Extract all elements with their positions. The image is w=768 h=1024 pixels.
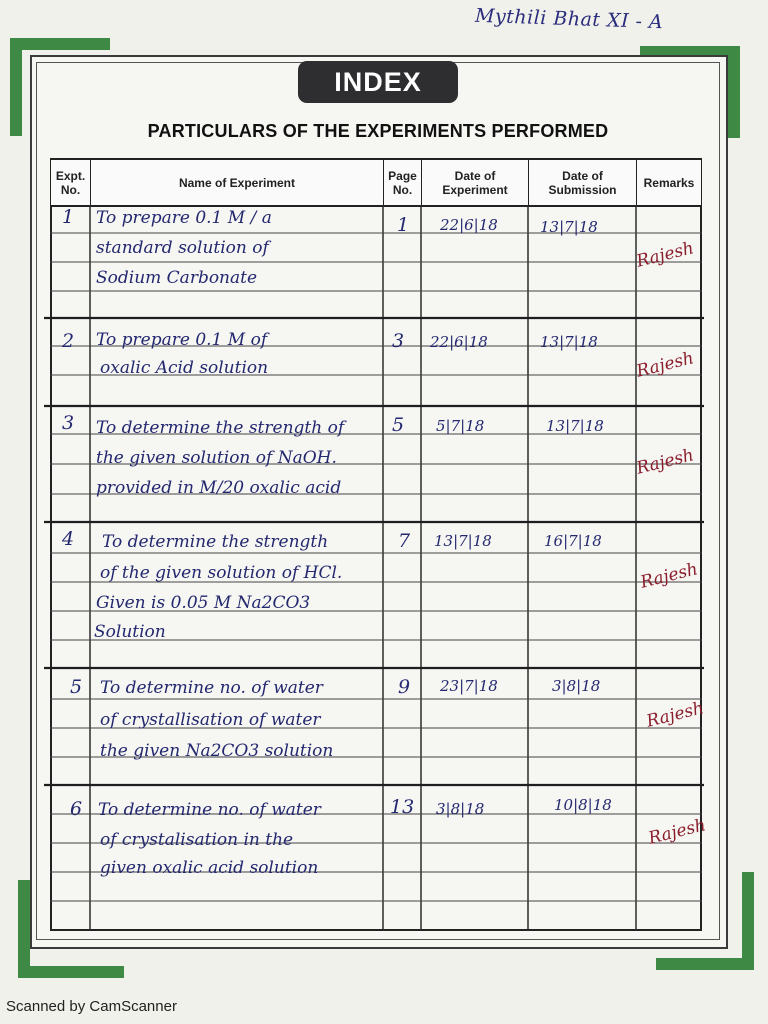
- experiment-name-line: Given is 0.05 M Na2CO3: [96, 593, 311, 613]
- date-of-submission: 13|7|18: [540, 333, 598, 351]
- scanner-footer: Scanned by CamScanner: [6, 998, 177, 1015]
- experiment-name-line: To determine the strength: [102, 532, 329, 552]
- column-header-page-no: Page No.: [383, 158, 421, 205]
- page-number: 9: [398, 676, 411, 698]
- experiment-name-line: To prepare 0.1 M of: [96, 330, 268, 350]
- date-of-submission: 13|7|18: [540, 218, 598, 236]
- expt-number: 2: [62, 330, 75, 352]
- student-name-handwriting: Mythili Bhat XI - A: [474, 4, 664, 34]
- teacher-signature: Rajesh: [634, 238, 696, 272]
- expt-number: 6: [70, 798, 83, 820]
- date-of-submission: 16|7|18: [544, 532, 602, 550]
- expt-number: 5: [70, 676, 83, 698]
- teacher-signature: Rajesh: [634, 445, 696, 479]
- date-of-submission: 10|8|18: [554, 796, 612, 814]
- date-of-experiment: 23|7|18: [440, 677, 498, 695]
- column-header-remarks: Remarks: [636, 158, 702, 205]
- date-of-submission: 13|7|18: [546, 417, 604, 435]
- index-title-badge: INDEX: [298, 61, 458, 103]
- experiment-name-line: the given solution of NaOH.: [96, 448, 337, 468]
- page-number: 5: [392, 414, 405, 436]
- experiment-name-line: To prepare 0.1 M / a: [96, 208, 272, 228]
- date-of-experiment: 5|7|18: [436, 417, 485, 435]
- column-header-name: Name of Experiment: [90, 158, 383, 205]
- experiment-name-line: given oxalic acid solution: [100, 858, 319, 878]
- page-number: 7: [398, 530, 411, 552]
- column-header-date-submission: Date of Submission: [528, 158, 636, 205]
- page-number: 13: [390, 796, 415, 818]
- date-of-experiment: 22|6|18: [440, 216, 498, 234]
- teacher-signature: Rajesh: [638, 559, 700, 593]
- teacher-signature: Rajesh: [646, 815, 708, 849]
- expt-number: 1: [62, 206, 75, 228]
- teacher-signature: Rajesh: [644, 698, 706, 732]
- column-header-expt-no: Expt. No.: [50, 158, 90, 205]
- page-number: 1: [397, 214, 410, 236]
- experiment-name-line: oxalic Acid solution: [100, 358, 269, 378]
- experiment-name-line: Solution: [94, 622, 166, 642]
- date-of-experiment: 13|7|18: [434, 532, 492, 550]
- experiment-name-line: of the given solution of HCl.: [100, 563, 343, 583]
- experiment-name-line: To determine no. of water: [98, 800, 321, 820]
- experiment-name-line: standard solution of: [96, 238, 269, 258]
- column-header-date-experiment: Date of Experiment: [421, 158, 528, 205]
- experiment-name-line: provided in M/20 oxalic acid: [96, 478, 342, 498]
- expt-number: 3: [62, 412, 75, 434]
- experiment-name-line: Sodium Carbonate: [96, 268, 258, 288]
- page-number: 3: [392, 330, 405, 352]
- date-of-experiment: 3|8|18: [436, 800, 485, 818]
- experiment-name-line: To determine no. of water: [100, 678, 323, 698]
- teacher-signature: Rajesh: [634, 348, 696, 382]
- date-of-experiment: 22|6|18: [430, 333, 488, 351]
- expt-number: 4: [62, 528, 75, 550]
- experiment-name-line: of crystallisation of water: [100, 710, 321, 730]
- experiment-name-line: the given Na2CO3 solution: [100, 741, 334, 761]
- date-of-submission: 3|8|18: [552, 677, 601, 695]
- page-subtitle: PARTICULARS OF THE EXPERIMENTS PERFORMED: [147, 121, 609, 141]
- experiment-name-line: of crystalisation in the: [100, 830, 294, 850]
- experiment-name-line: To determine the strength of: [96, 418, 345, 438]
